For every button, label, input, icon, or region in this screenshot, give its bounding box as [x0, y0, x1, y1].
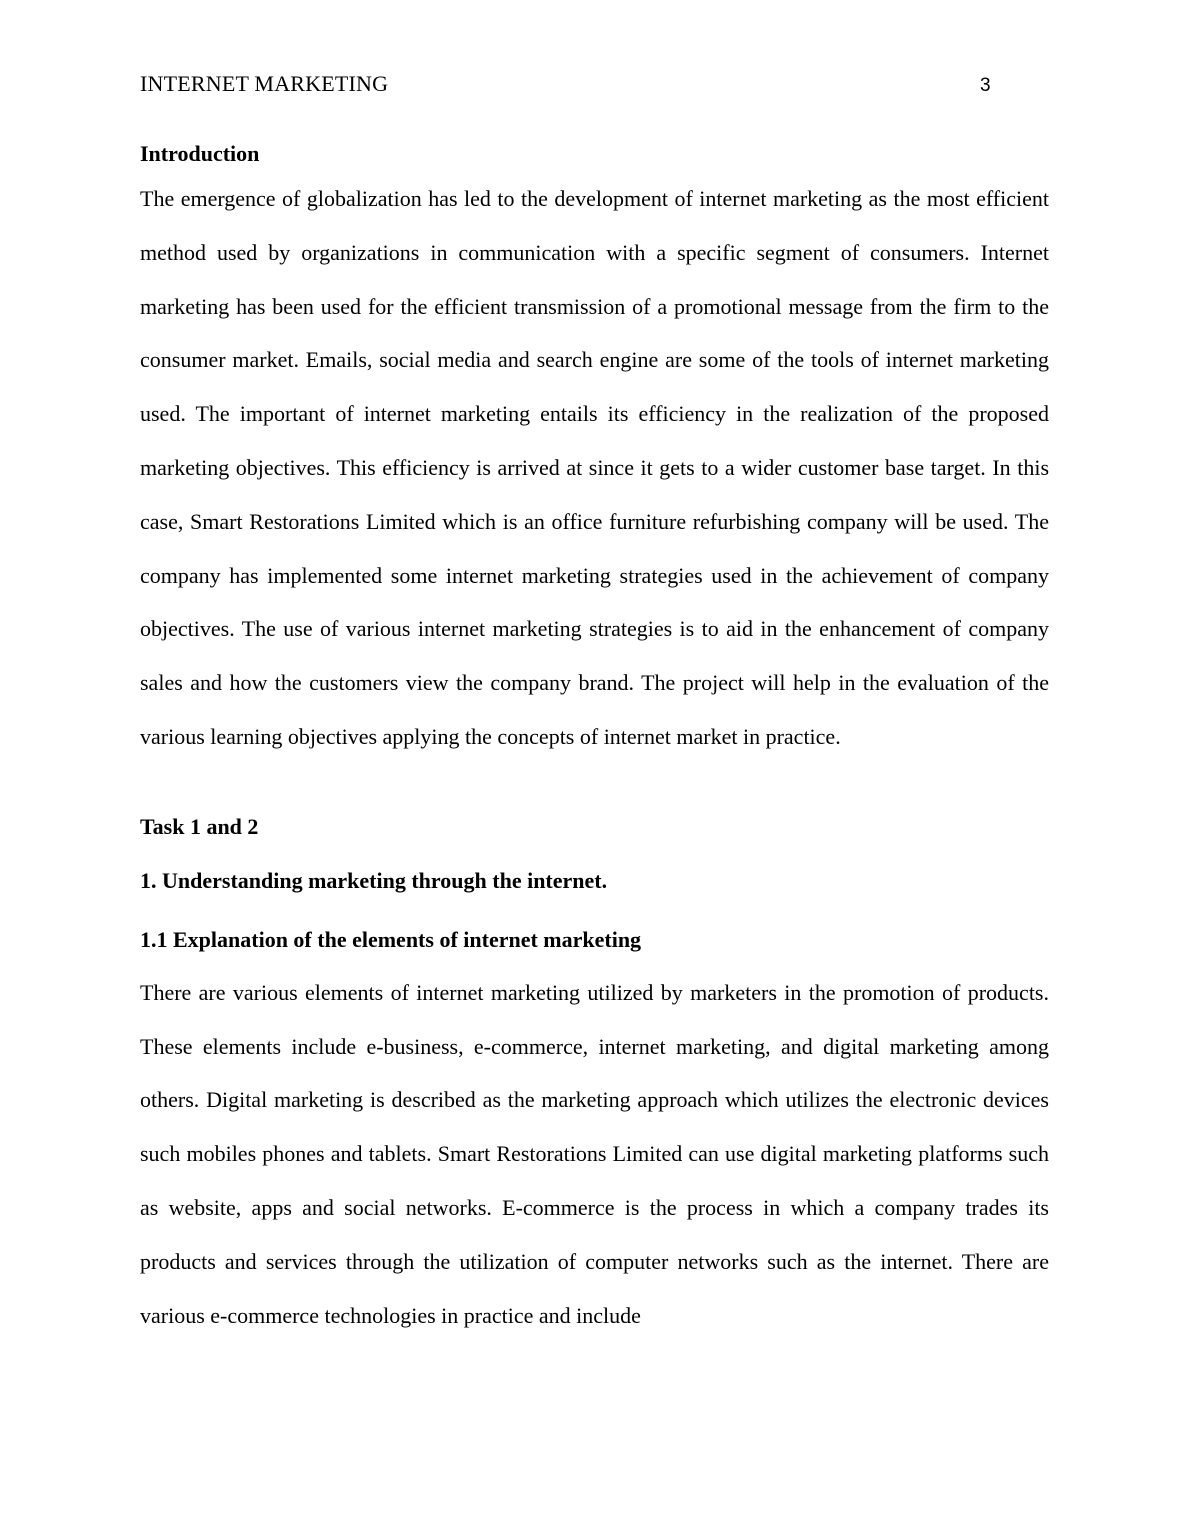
introduction-heading: Introduction — [140, 141, 260, 166]
page-number: 3 — [980, 75, 991, 96]
section-1-heading: 1. Understanding marketing through the internet. — [140, 867, 608, 893]
document-body — [140, 140, 1049, 1342]
introduction-paragraph: The emergence of globalization has led to the development of internet marketing as the most efficient method used by organizations in communication with a specific segment of consumers. Internet marketing has been used for the efficient transmission of a promotional message from the firm to the consumer market. Emails, social media and search engine are some of the tools of internet marketing used. The important of internet marketing entails its efficiency in the realization of the proposed marketing objectives. This efficiency is arrived at since it gets to a wider customer base target. In this case, Smart Restorations Limited which is an office furniture refurbishing company will be used. The company has implemented some internet marketing strategies used in the achievement of company objectives. The use of various internet marketing strategies is to aid in the enhancement of company sales and how the customers view the company brand. The project will help in the evaluation of the various learning objectives applying the concepts of internet market in practice. — [140, 186, 1049, 749]
section-1-1-heading: 1.1 Explanation of the elements of internet marketing — [140, 926, 642, 952]
running-header-title: INTERNET MARKETING — [140, 71, 389, 96]
task-heading: Task 1 and 2 — [140, 813, 259, 839]
section-1-1-paragraph: There are various elements of internet marketing utilized by marketers in the promotion of products. These elements include e-business, e-commerce, internet marketing, and digital marketing among others. Digital marketing is described as the marketing approach which utilizes the electronic devices such mobiles phones and tablets. Smart Restorations Limited can use digital marketing platforms such as website, apps and social networks. E-commerce is the process in which a company trades its products and services through the utilization of computer networks such as the internet. There are various e-commerce technologies in practice and include — [140, 979, 1049, 1328]
